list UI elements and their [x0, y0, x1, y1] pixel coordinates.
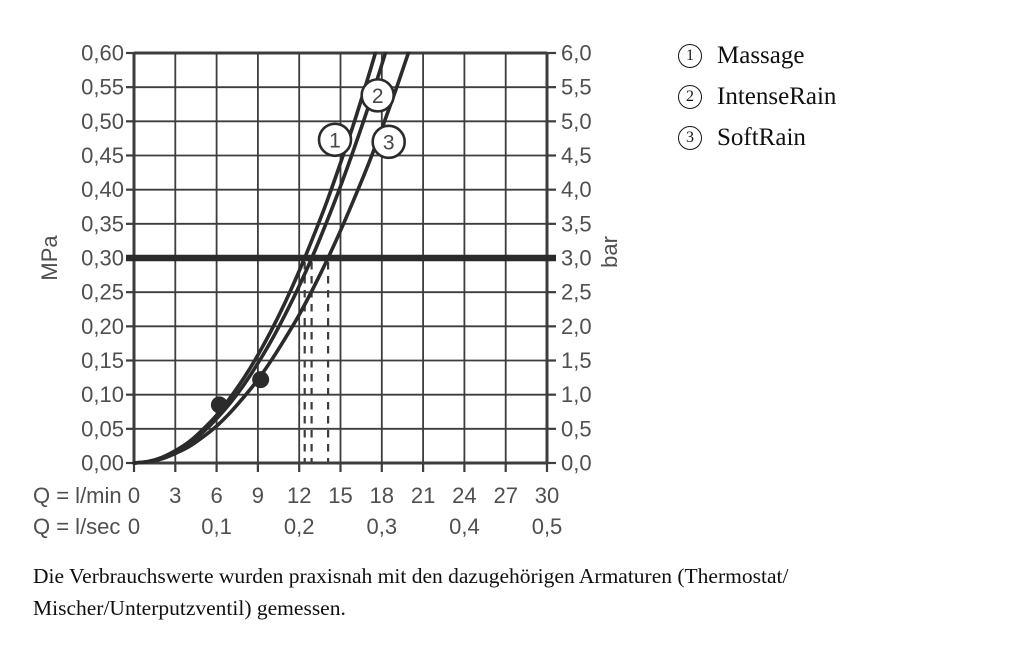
svg-text:15: 15	[328, 483, 353, 508]
svg-text:Q = l/sec: Q = l/sec	[33, 514, 121, 539]
legend-item-massage	[678, 42, 836, 70]
y-axis-right-labels	[561, 41, 592, 476]
curve-label-1	[319, 124, 351, 156]
curve-intenserain	[134, 37, 390, 463]
legend-label-softrain: SoftRain	[717, 124, 806, 151]
svg-text:3,0: 3,0	[561, 245, 592, 271]
svg-text:0,30: 0,30	[81, 245, 124, 271]
svg-text:3: 3	[382, 131, 395, 155]
svg-text:0,5: 0,5	[561, 416, 592, 442]
svg-text:0,55: 0,55	[81, 74, 124, 100]
svg-text:0: 0	[127, 514, 141, 539]
svg-text:4,0: 4,0	[561, 177, 592, 203]
legend-item-softrain	[678, 124, 836, 152]
svg-text:4,5: 4,5	[561, 143, 592, 168]
circled-number-1: 1	[678, 44, 702, 68]
circled-number-2: 2	[678, 85, 702, 109]
y-axis-left-unit: MPa	[37, 235, 62, 281]
svg-text:24: 24	[452, 483, 477, 508]
svg-text:0,25: 0,25	[81, 279, 124, 305]
svg-text:0,2: 0,2	[283, 514, 315, 539]
svg-text:0,45: 0,45	[81, 143, 124, 168]
legend-label-intenserain: IntenseRain	[717, 83, 837, 110]
svg-text:9: 9	[251, 483, 265, 508]
svg-text:1,0: 1,0	[561, 382, 592, 408]
legend	[678, 42, 836, 165]
svg-text:27: 27	[493, 483, 518, 508]
svg-text:0,15: 0,15	[81, 348, 124, 373]
svg-text:0,0: 0,0	[561, 450, 592, 476]
caption-line-1: Die Verbrauchswerte wurden praxisnah mit den dazugehörigen Armaturen (Thermostat/	[33, 564, 789, 588]
svg-text:0,05: 0,05	[81, 416, 124, 442]
svg-text:2,0: 2,0	[561, 313, 592, 339]
svg-text:1: 1	[329, 129, 341, 153]
svg-text:0: 0	[127, 483, 141, 508]
svg-text:0,5: 0,5	[531, 514, 563, 539]
svg-text:0,60: 0,60	[81, 40, 124, 66]
circled-number-3: 3	[678, 126, 702, 150]
svg-text:0,50: 0,50	[81, 108, 124, 134]
svg-text:5,0: 5,0	[561, 108, 592, 134]
y-axis-right-unit: bar	[597, 236, 622, 268]
svg-text:0,20: 0,20	[81, 313, 124, 339]
legend-item-intenserain	[678, 83, 836, 111]
svg-text:30: 30	[534, 483, 560, 508]
legend-label-massage: Massage	[717, 42, 805, 69]
caption-line-2: Mischer/Unterputzventil) gemessen.	[33, 596, 346, 620]
x-axis-lmin-labels	[33, 483, 559, 508]
svg-text:2: 2	[371, 84, 384, 108]
svg-text:18: 18	[369, 483, 395, 508]
svg-text:0,10: 0,10	[81, 382, 124, 408]
svg-text:0,00: 0,00	[81, 450, 124, 476]
svg-text:12: 12	[286, 483, 312, 508]
svg-text:0,40: 0,40	[81, 177, 124, 203]
svg-text:3: 3	[169, 483, 182, 508]
svg-text:6,0: 6,0	[561, 40, 592, 66]
svg-text:5,5: 5,5	[561, 74, 592, 100]
svg-text:0,1: 0,1	[201, 514, 232, 539]
y-axis-left-labels	[81, 41, 124, 476]
svg-text:1,5: 1,5	[561, 348, 592, 373]
caption-text	[33, 560, 993, 624]
svg-text:0,4: 0,4	[449, 514, 480, 539]
svg-text:0,3: 0,3	[366, 514, 398, 539]
curve-label-2	[362, 79, 394, 111]
curve-massage	[134, 41, 379, 463]
svg-text:3,5: 3,5	[561, 211, 592, 237]
curve-label-3	[373, 126, 405, 158]
svg-text:6: 6	[210, 483, 223, 508]
svg-text:21: 21	[410, 483, 436, 508]
svg-text:Q = l/min: Q = l/min	[33, 483, 122, 508]
svg-text:2,5: 2,5	[561, 279, 592, 305]
svg-text:0,35: 0,35	[81, 211, 124, 237]
x-axis-lsec-labels	[33, 514, 562, 539]
